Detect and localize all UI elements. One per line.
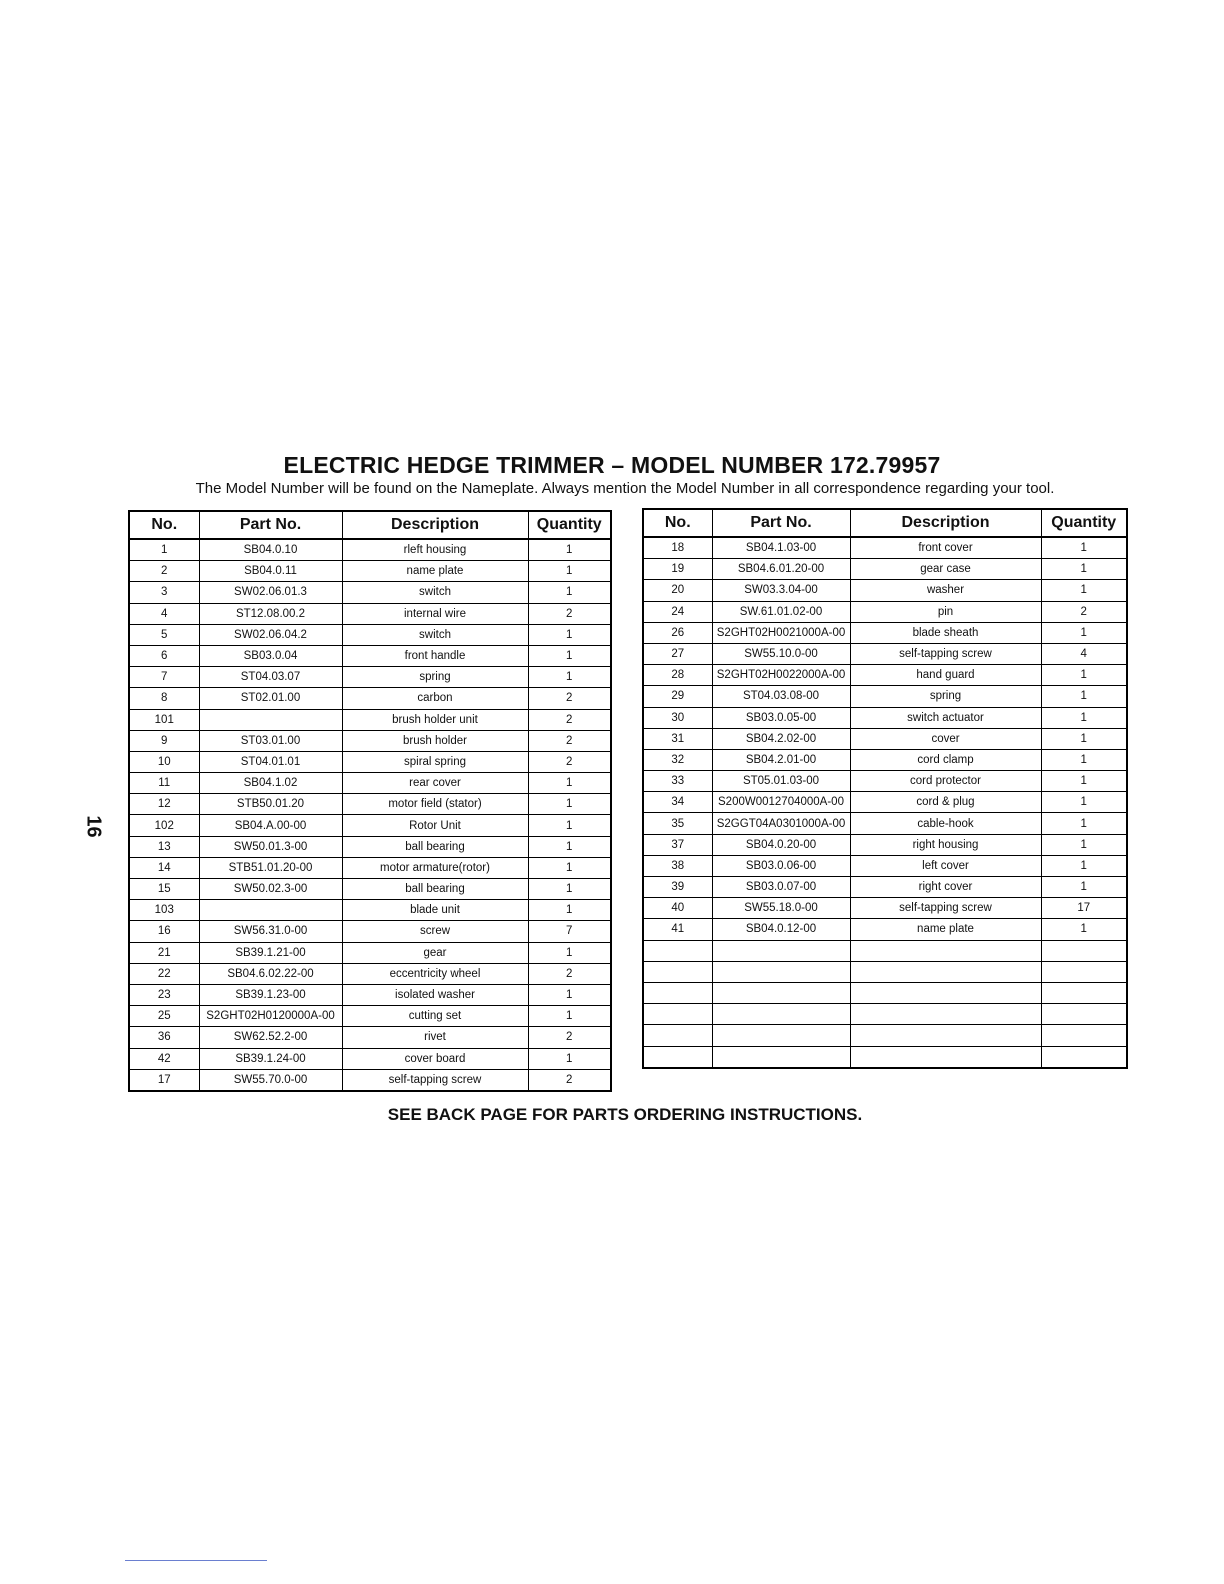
cell-description: blade sheath — [850, 622, 1041, 643]
cell-no: 30 — [643, 707, 712, 728]
cell-description: motor field (stator) — [342, 794, 528, 815]
cell-no: 38 — [643, 855, 712, 876]
cell-quantity: 2 — [1041, 601, 1127, 622]
cell-no: 11 — [129, 773, 199, 794]
cell-description — [850, 1046, 1041, 1068]
cell-part-no: SW55.10.0-00 — [712, 643, 850, 664]
table-row — [643, 559, 1127, 580]
cell-quantity: 1 — [528, 561, 611, 582]
cell-part-no: SW55.70.0-00 — [199, 1069, 342, 1091]
cell-part-no: S2GHT02H0021000A-00 — [712, 622, 850, 643]
cell-quantity: 1 — [1041, 855, 1127, 876]
table-row — [129, 1048, 611, 1069]
cell-part-no — [712, 1025, 850, 1046]
table-row — [643, 1025, 1127, 1046]
cell-description: switch — [342, 624, 528, 645]
cell-part-no: SB04.0.10 — [199, 539, 342, 561]
cell-part-no: SB04.6.02.22-00 — [199, 963, 342, 984]
cell-no: 25 — [129, 1006, 199, 1027]
cell-description: self-tapping screw — [850, 898, 1041, 919]
cell-description: rear cover — [342, 773, 528, 794]
cell-part-no: SB04.0.12-00 — [712, 919, 850, 940]
cell-quantity: 1 — [528, 624, 611, 645]
cell-no: 40 — [643, 898, 712, 919]
parts-table-left — [128, 510, 612, 1092]
cell-quantity: 2 — [528, 751, 611, 772]
cell-quantity: 1 — [1041, 771, 1127, 792]
cell-part-no: SB03.0.07-00 — [712, 877, 850, 898]
cell-no: 18 — [643, 537, 712, 559]
cell-description: name plate — [850, 919, 1041, 940]
cell-quantity: 2 — [528, 1069, 611, 1091]
cell-no — [643, 1004, 712, 1025]
cell-quantity: 1 — [1041, 707, 1127, 728]
cell-description: self-tapping screw — [850, 643, 1041, 664]
cell-description: switch actuator — [850, 707, 1041, 728]
cell-quantity: 1 — [1041, 834, 1127, 855]
cell-quantity: 4 — [1041, 643, 1127, 664]
table-row — [129, 603, 611, 624]
table-row — [643, 580, 1127, 601]
cell-no: 10 — [129, 751, 199, 772]
cell-part-no: SB03.0.04 — [199, 645, 342, 666]
table-row — [643, 1004, 1127, 1025]
cell-part-no: SW02.06.01.3 — [199, 582, 342, 603]
cell-quantity: 2 — [528, 688, 611, 709]
cell-description: spiral spring — [342, 751, 528, 772]
cell-quantity: 1 — [528, 984, 611, 1005]
cell-description: washer — [850, 580, 1041, 601]
cell-part-no: SW50.02.3-00 — [199, 879, 342, 900]
cell-quantity: 1 — [528, 815, 611, 836]
parts-table-left-body — [129, 539, 611, 1091]
cell-part-no — [712, 961, 850, 982]
table-row — [129, 730, 611, 751]
table-row — [129, 1006, 611, 1027]
column-header-part-no: Part No. — [712, 509, 850, 537]
cell-no: 9 — [129, 730, 199, 751]
cell-no: 42 — [129, 1048, 199, 1069]
table-row — [129, 963, 611, 984]
column-header-no: No. — [129, 511, 199, 539]
cell-quantity — [1041, 940, 1127, 961]
cell-part-no: SW02.06.04.2 — [199, 624, 342, 645]
table-row — [643, 898, 1127, 919]
cell-description — [850, 982, 1041, 1003]
cell-no — [643, 961, 712, 982]
cell-no: 4 — [129, 603, 199, 624]
cell-no: 1 — [129, 539, 199, 561]
cell-no: 103 — [129, 900, 199, 921]
cell-quantity: 2 — [528, 709, 611, 730]
cell-no — [643, 982, 712, 1003]
cell-description: name plate — [342, 561, 528, 582]
table-row — [129, 900, 611, 921]
cell-quantity: 1 — [1041, 622, 1127, 643]
cell-part-no: S200W0012704000A-00 — [712, 792, 850, 813]
cell-part-no: SW56.31.0-00 — [199, 921, 342, 942]
cell-quantity: 1 — [1041, 728, 1127, 749]
cell-no: 27 — [643, 643, 712, 664]
cell-part-no: SW.61.01.02-00 — [712, 601, 850, 622]
table-row — [129, 1069, 611, 1091]
cell-description: cutting set — [342, 1006, 528, 1027]
column-header-quantity: Quantity — [528, 511, 611, 539]
cell-part-no — [712, 940, 850, 961]
cell-quantity: 2 — [528, 963, 611, 984]
cell-description: Rotor Unit — [342, 815, 528, 836]
cell-description: spring — [850, 686, 1041, 707]
cell-no: 32 — [643, 749, 712, 770]
table-row — [129, 667, 611, 688]
cell-no: 20 — [643, 580, 712, 601]
cell-quantity: 1 — [528, 1048, 611, 1069]
column-header-description: Description — [850, 509, 1041, 537]
cell-description: switch — [342, 582, 528, 603]
cell-description: right cover — [850, 877, 1041, 898]
cell-no: 35 — [643, 813, 712, 834]
cell-description: blade unit — [342, 900, 528, 921]
cell-description: eccentricity wheel — [342, 963, 528, 984]
cell-quantity: 1 — [1041, 919, 1127, 940]
cell-no: 102 — [129, 815, 199, 836]
cell-description: cover board — [342, 1048, 528, 1069]
cell-quantity: 1 — [528, 1006, 611, 1027]
cell-description: carbon — [342, 688, 528, 709]
cell-quantity: 1 — [528, 836, 611, 857]
table-row — [643, 961, 1127, 982]
cell-no: 16 — [129, 921, 199, 942]
table-row — [129, 751, 611, 772]
table-row — [129, 561, 611, 582]
column-header-no: No. — [643, 509, 712, 537]
table-row — [129, 709, 611, 730]
cell-part-no: ST12.08.00.2 — [199, 603, 342, 624]
table-row — [643, 601, 1127, 622]
table-row — [643, 1046, 1127, 1068]
cell-no: 6 — [129, 645, 199, 666]
cell-quantity: 1 — [1041, 813, 1127, 834]
cell-quantity: 1 — [528, 582, 611, 603]
column-header-quantity: Quantity — [1041, 509, 1127, 537]
table-row — [129, 582, 611, 603]
cell-part-no: ST04.03.08-00 — [712, 686, 850, 707]
table-row — [129, 773, 611, 794]
cell-part-no: SB04.A.00-00 — [199, 815, 342, 836]
table-row — [129, 984, 611, 1005]
cell-no: 101 — [129, 709, 199, 730]
cell-part-no: SB03.0.05-00 — [712, 707, 850, 728]
cell-part-no: STB51.01.20-00 — [199, 857, 342, 878]
cell-no: 28 — [643, 665, 712, 686]
cell-quantity: 1 — [528, 794, 611, 815]
cell-part-no: SW62.52.2-00 — [199, 1027, 342, 1048]
parts-table-right-body — [643, 537, 1127, 1068]
cell-no: 19 — [643, 559, 712, 580]
cell-no: 26 — [643, 622, 712, 643]
cell-part-no: SB04.6.01.20-00 — [712, 559, 850, 580]
cell-quantity: 1 — [528, 942, 611, 963]
cell-quantity: 1 — [1041, 580, 1127, 601]
cell-description: brush holder unit — [342, 709, 528, 730]
cell-no: 14 — [129, 857, 199, 878]
cell-quantity — [1041, 1025, 1127, 1046]
cell-description: left cover — [850, 855, 1041, 876]
cell-no — [643, 1046, 712, 1068]
cell-quantity: 1 — [1041, 559, 1127, 580]
cell-part-no: SB04.2.02-00 — [712, 728, 850, 749]
cell-no: 36 — [129, 1027, 199, 1048]
cell-no: 12 — [129, 794, 199, 815]
table-row — [129, 1027, 611, 1048]
cell-no: 37 — [643, 834, 712, 855]
cell-description: hand guard — [850, 665, 1041, 686]
table-header-row — [643, 509, 1127, 537]
table-row — [129, 624, 611, 645]
cell-description: cord clamp — [850, 749, 1041, 770]
cell-no: 21 — [129, 942, 199, 963]
cell-quantity — [1041, 1004, 1127, 1025]
cell-quantity: 1 — [528, 539, 611, 561]
cell-quantity: 1 — [1041, 749, 1127, 770]
cell-description: ball bearing — [342, 836, 528, 857]
table-row — [643, 665, 1127, 686]
cell-no: 33 — [643, 771, 712, 792]
cell-description — [850, 1025, 1041, 1046]
cell-no: 2 — [129, 561, 199, 582]
cell-part-no: SW03.3.04-00 — [712, 580, 850, 601]
cell-description — [850, 961, 1041, 982]
table-row — [129, 857, 611, 878]
cell-part-no: ST05.01.03-00 — [712, 771, 850, 792]
cell-no: 13 — [129, 836, 199, 857]
page-title: ELECTRIC HEDGE TRIMMER – MODEL NUMBER 172.79957 — [283, 452, 941, 478]
table-row — [643, 728, 1127, 749]
cell-description: self-tapping screw — [342, 1069, 528, 1091]
cell-part-no: S2GHT02H0022000A-00 — [712, 665, 850, 686]
cell-no: 24 — [643, 601, 712, 622]
table-row — [643, 622, 1127, 643]
table-row — [643, 707, 1127, 728]
cell-part-no: SW55.18.0-00 — [712, 898, 850, 919]
cell-quantity: 17 — [1041, 898, 1127, 919]
cell-quantity — [1041, 1046, 1127, 1068]
cell-no: 39 — [643, 877, 712, 898]
cell-part-no: ST03.01.00 — [199, 730, 342, 751]
cell-quantity: 1 — [1041, 537, 1127, 559]
cell-part-no: ST04.01.01 — [199, 751, 342, 772]
cell-description: cover — [850, 728, 1041, 749]
cell-quantity: 2 — [528, 730, 611, 751]
cell-description: motor armature(rotor) — [342, 857, 528, 878]
cell-quantity: 1 — [1041, 665, 1127, 686]
table-row — [643, 771, 1127, 792]
cell-description: rivet — [342, 1027, 528, 1048]
cell-part-no: SB04.1.02 — [199, 773, 342, 794]
table-row — [129, 836, 611, 857]
cell-description: brush holder — [342, 730, 528, 751]
cell-part-no — [712, 1046, 850, 1068]
cell-no: 7 — [129, 667, 199, 688]
cell-no — [643, 940, 712, 961]
cell-no: 8 — [129, 688, 199, 709]
cell-part-no: SB39.1.23-00 — [199, 984, 342, 1005]
table-row — [643, 982, 1127, 1003]
cell-description: screw — [342, 921, 528, 942]
cell-description: rleft housing — [342, 539, 528, 561]
cell-part-no: SB39.1.24-00 — [199, 1048, 342, 1069]
footer-note: SEE BACK PAGE FOR PARTS ORDERING INSTRUCTIONS. — [387, 1105, 863, 1124]
cell-no: 31 — [643, 728, 712, 749]
table-row — [129, 815, 611, 836]
cell-quantity: 2 — [528, 1027, 611, 1048]
cell-no: 23 — [129, 984, 199, 1005]
cell-no: 5 — [129, 624, 199, 645]
table-row — [643, 643, 1127, 664]
footer-rule — [125, 1560, 267, 1561]
cell-quantity: 2 — [528, 603, 611, 624]
cell-description — [850, 1004, 1041, 1025]
cell-description: spring — [342, 667, 528, 688]
page-subtitle: The Model Number will be found on the Nameplate. Always mention the Model Number in all correspondence regarding your tool. — [195, 480, 1055, 497]
cell-quantity: 1 — [528, 773, 611, 794]
table-row — [643, 919, 1127, 940]
table-row — [129, 645, 611, 666]
cell-no: 15 — [129, 879, 199, 900]
cell-quantity: 1 — [528, 667, 611, 688]
cell-no: 17 — [129, 1069, 199, 1091]
cell-part-no — [712, 1004, 850, 1025]
cell-no: 22 — [129, 963, 199, 984]
cell-quantity: 1 — [1041, 877, 1127, 898]
cell-description: internal wire — [342, 603, 528, 624]
cell-description: gear — [342, 942, 528, 963]
cell-part-no: SB04.1.03-00 — [712, 537, 850, 559]
table-row — [643, 813, 1127, 834]
cell-no: 41 — [643, 919, 712, 940]
cell-part-no: SB04.2.01-00 — [712, 749, 850, 770]
table-row — [643, 686, 1127, 707]
cell-description: cord protector — [850, 771, 1041, 792]
table-row — [643, 855, 1127, 876]
cell-part-no: S2GHT02H0120000A-00 — [199, 1006, 342, 1027]
page-number: 16 — [82, 815, 105, 838]
cell-part-no: ST02.01.00 — [199, 688, 342, 709]
cell-no: 29 — [643, 686, 712, 707]
cell-part-no: SB39.1.21-00 — [199, 942, 342, 963]
cell-quantity — [1041, 982, 1127, 1003]
cell-description — [850, 940, 1041, 961]
cell-description: pin — [850, 601, 1041, 622]
cell-part-no: ST04.03.07 — [199, 667, 342, 688]
cell-quantity — [1041, 961, 1127, 982]
cell-part-no — [199, 709, 342, 730]
cell-description: isolated washer — [342, 984, 528, 1005]
cell-quantity: 1 — [528, 857, 611, 878]
cell-quantity: 1 — [1041, 686, 1127, 707]
cell-description: cable-hook — [850, 813, 1041, 834]
table-row — [129, 539, 611, 561]
table-row — [129, 794, 611, 815]
cell-part-no: STB50.01.20 — [199, 794, 342, 815]
cell-part-no: SW50.01.3-00 — [199, 836, 342, 857]
cell-part-no — [712, 982, 850, 1003]
cell-description: right housing — [850, 834, 1041, 855]
cell-description: front handle — [342, 645, 528, 666]
cell-no: 3 — [129, 582, 199, 603]
cell-quantity: 1 — [528, 879, 611, 900]
table-row — [129, 688, 611, 709]
table-row — [129, 921, 611, 942]
table-row — [643, 834, 1127, 855]
cell-description: front cover — [850, 537, 1041, 559]
table-row — [129, 942, 611, 963]
cell-description: ball bearing — [342, 879, 528, 900]
cell-part-no: S2GGT04A0301000A-00 — [712, 813, 850, 834]
table-row — [643, 537, 1127, 559]
table-row — [643, 877, 1127, 898]
cell-no — [643, 1025, 712, 1046]
column-header-part-no: Part No. — [199, 511, 342, 539]
cell-no: 34 — [643, 792, 712, 813]
cell-part-no: SB04.0.20-00 — [712, 834, 850, 855]
cell-quantity: 1 — [528, 900, 611, 921]
cell-description: gear case — [850, 559, 1041, 580]
table-row — [643, 749, 1127, 770]
parts-table-right — [642, 508, 1128, 1069]
cell-quantity: 1 — [1041, 792, 1127, 813]
cell-quantity: 7 — [528, 921, 611, 942]
cell-part-no — [199, 900, 342, 921]
cell-quantity: 1 — [528, 645, 611, 666]
cell-description: cord & plug — [850, 792, 1041, 813]
table-row — [643, 940, 1127, 961]
cell-part-no: SB04.0.11 — [199, 561, 342, 582]
table-row — [129, 879, 611, 900]
table-row — [643, 792, 1127, 813]
column-header-description: Description — [342, 511, 528, 539]
table-header-row — [129, 511, 611, 539]
cell-part-no: SB03.0.06-00 — [712, 855, 850, 876]
